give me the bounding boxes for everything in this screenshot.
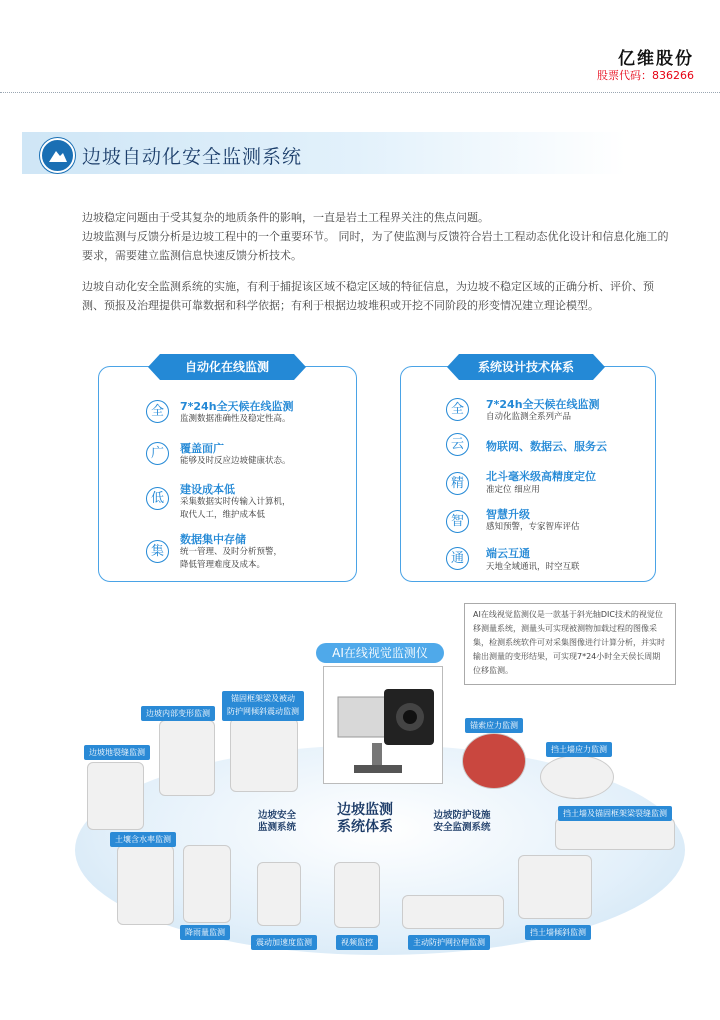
tag-ground-crack: 边坡地裂缝监测 xyxy=(84,745,150,760)
mountain-icon xyxy=(40,138,75,173)
char-icon-tong: 通 xyxy=(446,547,469,570)
tag-line: 防护网倾斜震动监测 xyxy=(227,707,299,716)
rain-gauge-image xyxy=(183,845,231,923)
feature-desc: 感知预警，专家智库评估 xyxy=(486,522,580,532)
vibration-sensor-image xyxy=(257,862,301,926)
stock-code: 股票代码：836266 xyxy=(597,69,694,82)
char-icon-quan: 全 xyxy=(446,398,469,421)
tag-vibration: 震动加速度监测 xyxy=(251,935,317,950)
feature-desc: 自动化监测全系列产品 xyxy=(486,412,572,422)
char-icon-di: 低 xyxy=(146,487,169,510)
tension-sensor-image xyxy=(402,895,504,929)
feature-head: 建设成本低 xyxy=(180,483,235,496)
panel-title-left: 自动化在线监测 xyxy=(160,354,294,380)
char-icon-jing: 精 xyxy=(446,472,469,495)
tag-anchor-force: 锚索应力监测 xyxy=(465,718,523,733)
char-icon-yun: 云 xyxy=(446,433,469,456)
feature-head: 7*24h全天候在线监测 xyxy=(180,400,294,413)
tag-wall-stress: 挡土墙应力监测 xyxy=(546,742,612,757)
feature-desc: 能够及时反应边坡健康状态。 xyxy=(180,456,291,466)
paragraph-implementation: 边坡自动化安全监测系统的实施，有利于捕捉该区域不稳定区域的特征信息，为边坡不稳定区域的正确分析、评价、预测、预报及治理提供可靠数据和科学依据；有利于根据边坡堆积或开挖不同阶段的形变情况建立理论模型。 xyxy=(82,280,654,312)
label-line: 边坡防护设施 xyxy=(433,810,491,821)
tag-active-net: 主动防护网拉伸监测 xyxy=(408,935,490,950)
tag-soil-moisture: 土壤含水率监测 xyxy=(110,832,176,847)
company-logo: 亿维股份 xyxy=(618,49,694,69)
char-icon-ji: 集 xyxy=(146,540,169,563)
tag-wall-tilt: 挡土墙倾斜监测 xyxy=(525,925,591,940)
paragraph-line: 边坡稳定问题由于受其复杂的地质条件的影响，一直是岩土工程界关注的焦点问题。 xyxy=(82,211,489,224)
feature-desc-2: 取代人工，维护成本低 xyxy=(180,510,266,520)
internal-deform-sensor-image xyxy=(159,720,215,796)
feature-desc: 统一管理、及时分析预警， xyxy=(180,547,283,557)
feature-desc: 监测数据准确性及稳定性高。 xyxy=(180,414,291,424)
label-line: 边坡安全 xyxy=(257,810,296,821)
char-icon-guang: 广 xyxy=(146,442,169,465)
paragraph-line: 边坡监测与反馈分析是边坡工程中的一个重要环节。 同时，为了使监测与反馈符合岩土工程动态优化设计和信息化施工的要求，需要建立监测信息快速反馈分析技术。 xyxy=(82,230,669,262)
feature-desc-2: 降低管理难度及成本。 xyxy=(180,560,266,570)
feature-desc: 采集数据实时传输入计算机， xyxy=(180,497,291,507)
feature-desc: 准定位 细应用 xyxy=(486,485,540,495)
tag-anchor-frame xyxy=(222,691,304,721)
header-divider xyxy=(0,92,720,93)
center-label xyxy=(325,802,405,836)
panel-title-right: 系统设计技术体系 xyxy=(459,354,593,380)
left-system-label xyxy=(246,810,308,834)
right-system-label xyxy=(422,810,502,834)
tag-line: 锚固框架梁及被动 xyxy=(231,694,295,703)
stress-sensor-image xyxy=(540,755,614,799)
crack-sensor-image xyxy=(87,762,144,830)
ai-device-description: AI在线视觉监测仪是一款基于斜光轴DIC技术的视觉位移测量系统，测量头可实现被测物加载过程的图像采集，检测系统软件可对采集图像进行计算分析，并实时输出测量的变形结果，可实现7*24小时全天侯长周期位移监测。 xyxy=(464,603,676,685)
video-camera-image xyxy=(334,862,380,928)
ai-device-title: AI在线视觉监测仪 xyxy=(316,643,444,663)
char-icon-zhi: 智 xyxy=(446,510,469,533)
tag-internal-deform: 边坡内部变形监测 xyxy=(141,706,215,721)
tag-video: 视频监控 xyxy=(336,935,378,950)
feature-head: 智慧升级 xyxy=(486,508,530,521)
inclinometer-image xyxy=(518,855,592,919)
tag-wall-crack: 挡土墙及锚固框架梁裂缝监测 xyxy=(558,806,672,821)
feature-head: 7*24h全天候在线监测 xyxy=(486,398,600,411)
feature-head: 覆盖面广 xyxy=(180,442,224,455)
feature-head: 端云互通 xyxy=(486,547,530,560)
tilt-sensor-image xyxy=(230,718,298,792)
label-line: 安全监测系统 xyxy=(433,822,491,833)
label-line: 监测系统 xyxy=(257,822,296,833)
feature-head: 北斗毫米级高精度定位 xyxy=(486,470,596,483)
ai-device-image xyxy=(323,666,443,784)
center-label-line: 系统体系 xyxy=(337,819,393,835)
center-label-line: 边坡监测 xyxy=(337,802,393,818)
tag-rain: 降雨量监测 xyxy=(180,925,230,940)
page-title: 边坡自动化安全监测系统 xyxy=(82,146,303,168)
soil-sensor-image xyxy=(117,845,174,925)
feature-head: 物联网、数据云、服务云 xyxy=(486,440,607,453)
anchor-cell-image xyxy=(462,733,526,789)
paragraph-intro xyxy=(82,208,672,265)
feature-desc: 天地全域通讯，时空互联 xyxy=(486,562,580,572)
crack-meter-image xyxy=(555,818,675,850)
char-icon-quan: 全 xyxy=(146,400,169,423)
feature-head: 数据集中存储 xyxy=(180,533,246,546)
